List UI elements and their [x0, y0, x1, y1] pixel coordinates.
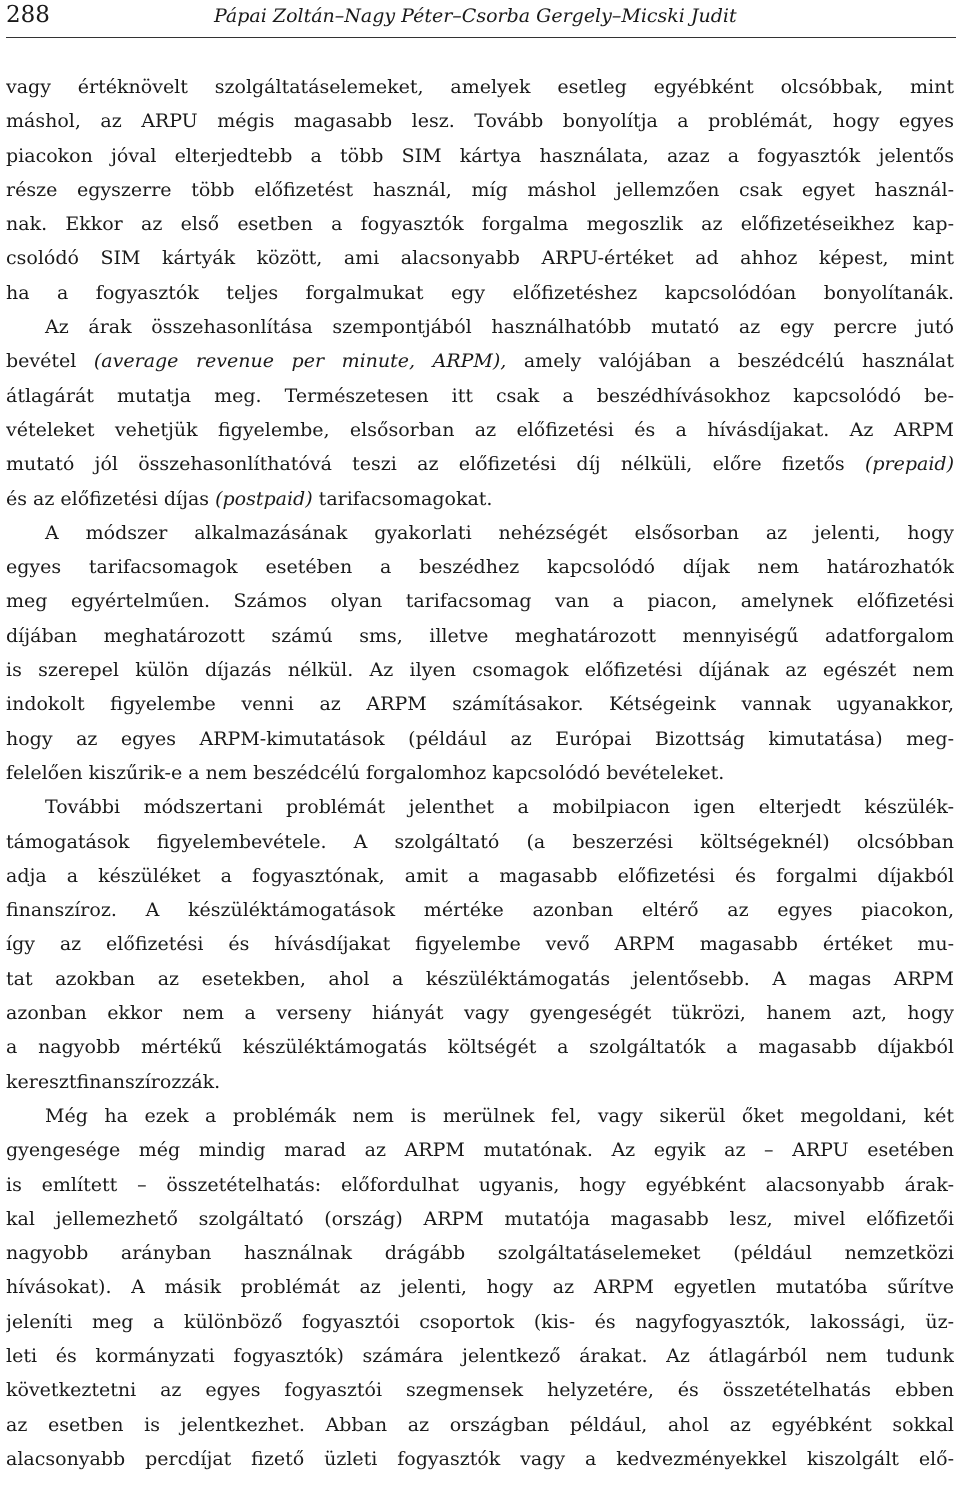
- header-rule: [6, 37, 956, 38]
- text-line: [6, 447, 954, 481]
- text-line: [6, 207, 954, 241]
- text-segment: hogy az egyes ARPM-kimutatások (például az Európai Bizottság kimutatása) meg-: [6, 727, 954, 750]
- italic-term: (postpaid): [215, 487, 313, 510]
- text-line: [6, 173, 954, 207]
- text-line: [6, 859, 954, 893]
- text-line: [6, 619, 954, 653]
- text-line: [6, 584, 954, 618]
- text-line: [6, 1270, 954, 1304]
- text-segment: piacokon jóval elterjedtebb a több SIM kártya használata, azaz a fogyasztók jelentős: [6, 144, 954, 167]
- text-line: [6, 893, 954, 927]
- text-line: [6, 1202, 954, 1236]
- text-segment: a nagyobb mértékű készüléktámogatás költségét a szolgáltatók a magasabb díjakból: [6, 1036, 954, 1059]
- text-segment: További módszertani problémát jelenthet a mobilpiacon igen elterjedt készülék-: [45, 796, 954, 819]
- text-segment: is említett – összetételhatás: előfordulhat ugyanis, hogy egyébként alacsonyabb árak-: [6, 1173, 954, 1196]
- text-line: [6, 482, 954, 516]
- text-line: [6, 516, 954, 550]
- text-segment: finanszíroz. A készüléktámogatások mértéke azonban eltérő az egyes piacokon,: [6, 899, 954, 922]
- text-segment: nagyobb arányban használnak drágább szolgáltatáselemeket (például nemzetközi: [6, 1242, 954, 1265]
- page-number: 288: [6, 2, 50, 28]
- text-segment: máshol, az ARPU mégis magasabb lesz. Tovább bonyolítja a problémát, hogy egyes: [6, 110, 954, 133]
- text-segment: jeleníti meg a különböző fogyasztói csoportok (kis- és nagyfogyasztók, lakossági, üz-: [6, 1310, 954, 1333]
- text-segment: azonban ekkor nem a verseny hiányát vagy gyengeségét tükrözi, hanem azt, hogy: [6, 1002, 954, 1025]
- text-line: [6, 241, 954, 275]
- text-segment: alacsonyabb percdíjat fizető üzleti fogyasztók vagy a kedvezményekkel kiszolgált elő-: [6, 1447, 954, 1470]
- text-segment: tarifacsomagokat.: [312, 487, 493, 510]
- text-segment: keresztfinanszírozzák.: [6, 1070, 221, 1093]
- running-head: Pápai Zoltán–Nagy Péter–Csorba Gergely–Micski Judit: [214, 5, 737, 27]
- text-segment: felelően kiszűrik-e a nem beszédcélú forgalomhoz kapcsolódó bevételeket.: [6, 761, 725, 784]
- text-segment: díjában meghatározott számú sms, illetve meghatározott mennyiségű adatforgalom: [6, 624, 954, 647]
- text-line: [6, 139, 954, 173]
- text-line: [6, 1168, 954, 1202]
- text-line: [6, 1408, 954, 1442]
- text-line: [6, 927, 954, 961]
- text-segment: csolódó SIM kártyák között, ami alacsonyabb ARPU-értéket ad ahhoz képest, mint: [6, 247, 954, 270]
- text-segment: bevétel: [6, 350, 94, 373]
- text-segment: és az előfizetési díjas: [6, 487, 216, 510]
- text-segment: Még ha ezek a problémák nem is merülnek fel, vagy sikerül őket megoldani, két: [45, 1104, 954, 1127]
- text-line: [6, 70, 954, 104]
- text-line: [6, 276, 954, 310]
- text-line: [6, 1065, 954, 1099]
- text-line: [6, 687, 954, 721]
- text-line: [6, 550, 954, 584]
- text-segment: adja a készüléket a fogyasztónak, amit a magasabb előfizetési és forgalmi díjakból: [6, 864, 954, 887]
- text-segment: Az árak összehasonlítása szempontjából használhatóbb mutató az egy percre jutó: [45, 316, 954, 339]
- text-line: [6, 1373, 954, 1407]
- italic-term: (average revenue per minute, ARPM),: [93, 350, 507, 373]
- text-segment: ha a fogyasztók teljes forgalmukat egy előfizetéshez kapcsolódóan bonyolítanák.: [6, 281, 954, 304]
- text-line: [6, 310, 954, 344]
- text-line: [6, 653, 954, 687]
- text-segment: hívásokat). A másik problémát az jelenti, hogy az ARPM egyetlen mutatóba sűrítve: [6, 1276, 954, 1299]
- text-segment: A módszer alkalmazásának gyakorlati nehézségét elsősorban az jelenti, hogy: [45, 521, 954, 544]
- text-line: [6, 1030, 954, 1064]
- text-segment: vételeket vehetjük figyelembe, elsősorban az előfizetési és a hívásdíjakat. Az ARPM: [6, 418, 954, 441]
- text-segment: tat azokban az esetekben, ahol a készüléktámogatás jelentősebb. A magas ARPM: [6, 967, 954, 990]
- body-text: [6, 70, 954, 1476]
- text-line: [6, 1099, 954, 1133]
- text-line: [6, 1339, 954, 1373]
- text-segment: támogatások figyelembevétele. A szolgáltató (a beszerzési költségeknél) olcsóbban: [6, 830, 954, 853]
- text-line: [6, 825, 954, 859]
- text-line: [6, 962, 954, 996]
- text-segment: indokolt figyelembe venni az ARPM számításakor. Kétségeink vannak ugyanakkor,: [6, 693, 954, 716]
- text-line: [6, 1305, 954, 1339]
- text-segment: következtetni az egyes fogyasztói szegmensek helyzetére, és összetételhatás ebben: [6, 1379, 954, 1402]
- text-line: [6, 1133, 954, 1167]
- text-line: [6, 1236, 954, 1270]
- text-line: [6, 756, 954, 790]
- page-header: [0, 0, 960, 40]
- text-line: [6, 722, 954, 756]
- text-segment: egyes tarifacsomagok esetében a beszédhez kapcsolódó díjak nem határozhatók: [6, 556, 954, 579]
- text-line: [6, 413, 954, 447]
- text-segment: kal jellemezhető szolgáltató (ország) ARPM mutatója magasabb lesz, mivel előfizetői: [6, 1207, 954, 1230]
- text-segment: az esetben is jelentkezhet. Abban az országban például, ahol az egyébként sokkal: [6, 1413, 954, 1436]
- text-segment: vagy értéknövelt szolgáltatáselemeket, amelyek esetleg egyébként olcsóbbak, mint: [6, 76, 954, 98]
- text-line: [6, 344, 954, 378]
- text-line: [6, 1442, 954, 1476]
- text-segment: is szerepel külön díjazás nélkül. Az ilyen csomagok előfizetési díjának az egészét nem: [6, 659, 954, 682]
- text-segment: része egyszerre több előfizetést használ, míg máshol jellemzően csak egyet használ-: [6, 178, 954, 201]
- text-segment: meg egyértelműen. Számos olyan tarifacsomag van a piacon, amelynek előfizetési: [6, 590, 954, 613]
- text-segment: így az előfizetési és hívásdíjakat figyelembe vevő ARPM magasabb értéket mu-: [6, 933, 954, 956]
- text-segment: amely valójában a beszédcélú használat: [506, 350, 954, 373]
- text-line: [6, 996, 954, 1030]
- text-segment: leti és kormányzati fogyasztók) számára jelentkező árakat. Az átlagárból nem tudunk: [6, 1344, 954, 1367]
- text-segment: nak. Ekkor az első esetben a fogyasztók forgalma megoszlik az előfizetéseikhez kap-: [6, 213, 954, 236]
- text-line: [6, 379, 954, 413]
- text-segment: gyengesége még mindig marad az ARPM mutatónak. Az egyik az – ARPU esetében: [6, 1139, 954, 1162]
- text-line: [6, 790, 954, 824]
- text-segment: átlagárát mutatja meg. Természetesen itt csak a beszédhívásokhoz kapcsolódó be-: [6, 384, 954, 407]
- text-segment: mutató jól összehasonlíthatóvá teszi az előfizetési díj nélküli, előre fizetős: [6, 453, 865, 476]
- italic-term: (prepaid): [864, 453, 954, 476]
- text-line: [6, 104, 954, 138]
